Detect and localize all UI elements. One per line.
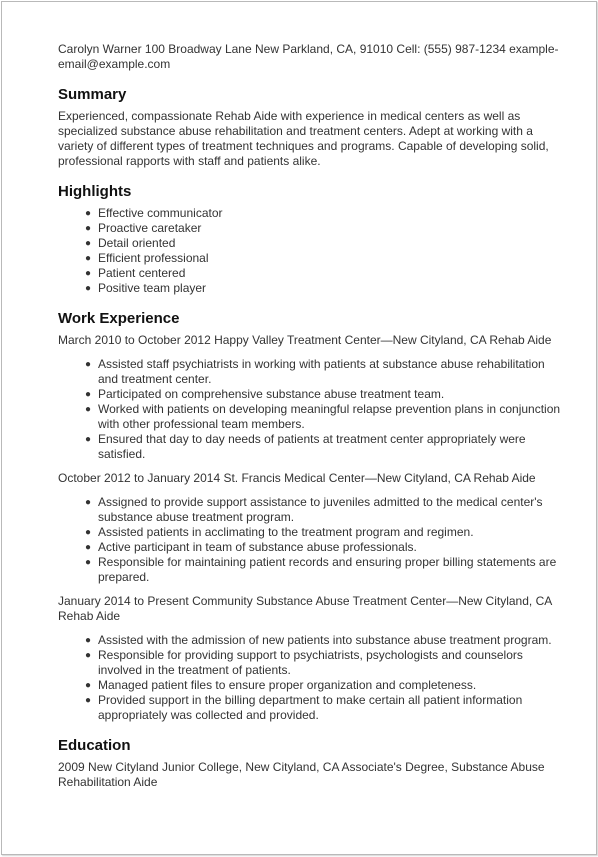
job-bullet: ● Active participant in team of substance abuse professionals. xyxy=(85,540,417,554)
job-bullet: ● Assisted staff psychiatrists in working with patients at substance abuse rehabilitation and treatment center. xyxy=(85,357,545,386)
highlights-heading: Highlights xyxy=(58,183,132,200)
job-bullets xyxy=(58,633,566,723)
bullet-icon: ● xyxy=(85,253,92,264)
job-bullet: ● Provided support in the billing department to make certain all patient information appropriately was collected and provided. xyxy=(85,693,523,722)
bullet-icon: ● xyxy=(85,283,92,294)
job-header: January 2014 to Present Community Substance Abuse Treatment Center—New Cityland, CA Rehab Aide xyxy=(58,594,552,623)
bullet-icon: ● xyxy=(85,359,92,370)
bullet-icon: ● xyxy=(85,497,92,508)
job-bullets xyxy=(58,357,566,462)
summary-text: Experienced, compassionate Rehab Aide with experience in medical centers as well as specialized substance abuse rehabilitation and treatment centers. Adept at working with a variety of different types of treatment techniques and programs. Capable of developing solid, professional rapports with staff and patients alike. xyxy=(58,109,549,168)
job-entry xyxy=(58,594,566,723)
job-header: October 2012 to January 2014 St. Francis Medical Center—New Cityland, CA Rehab Aide xyxy=(58,471,536,485)
job-entry xyxy=(58,333,566,462)
highlight-item: ● Effective communicator xyxy=(85,206,223,220)
bullet-icon: ● xyxy=(85,238,92,249)
bullet-icon: ● xyxy=(85,635,92,646)
education-text: 2009 New Cityland Junior College, New Cityland, CA Associate's Degree, Substance Abuse Rehabilitation Aide xyxy=(58,760,545,789)
bullet-icon: ● xyxy=(85,389,92,400)
summary-heading: Summary xyxy=(58,86,127,103)
bullet-icon: ● xyxy=(85,434,92,445)
job-bullet: ● Responsible for providing support to psychiatrists, psychologists and counselors involved in the treatment of patients. xyxy=(85,648,523,677)
job-bullet: ● Worked with patients on developing meaningful relapse prevention plans in conjunction with other professional team members. xyxy=(85,402,561,431)
bullet-icon: ● xyxy=(85,542,92,553)
bullet-icon: ● xyxy=(85,404,92,415)
highlight-item: ● Detail oriented xyxy=(85,236,176,250)
bullet-icon: ● xyxy=(85,527,92,538)
job-bullet: ● Assisted with the admission of new patients into substance abuse treatment program. xyxy=(85,633,552,647)
job-bullet: ● Assigned to provide support assistance to juveniles admitted to the medical center's substance abuse treatment program. xyxy=(85,495,543,524)
job-entry xyxy=(58,471,566,585)
highlight-item: ● Positive team player xyxy=(85,281,207,295)
resume-page xyxy=(1,1,597,855)
work-experience-heading: Work Experience xyxy=(58,310,180,327)
highlight-item: ● Patient centered xyxy=(85,266,186,280)
contact-info: Carolyn Warner 100 Broadway Lane New Parkland, CA, 91010 Cell: (555) 987-1234 example-email@example.com xyxy=(58,42,559,71)
job-bullet: ● Ensured that day to day needs of patients at treatment center appropriately were satisfied. xyxy=(85,432,526,461)
bullet-icon: ● xyxy=(85,680,92,691)
job-bullets xyxy=(58,495,566,585)
bullet-icon: ● xyxy=(85,695,92,706)
highlight-item: ● Proactive caretaker xyxy=(85,221,202,235)
bullet-icon: ● xyxy=(85,557,92,568)
bullet-icon: ● xyxy=(85,650,92,661)
job-bullet: ● Participated on comprehensive substance abuse treatment team. xyxy=(85,387,445,401)
bullet-icon: ● xyxy=(85,268,92,279)
job-bullet: ● Assisted patients in acclimating to the treatment program and regimen. xyxy=(85,525,474,539)
job-bullet: ● Managed patient files to ensure proper organization and completeness. xyxy=(85,678,477,692)
job-bullet: ● Responsible for maintaining patient records and ensuring proper billing statements are prepared. xyxy=(85,555,557,584)
bullet-icon: ● xyxy=(85,223,92,234)
highlight-item: ● Efficient professional xyxy=(85,251,209,265)
education-heading: Education xyxy=(58,737,131,754)
highlights-list xyxy=(58,206,566,296)
job-header: March 2010 to October 2012 Happy Valley Treatment Center—New Cityland, CA Rehab Aide xyxy=(58,333,552,347)
bullet-icon: ● xyxy=(85,208,92,219)
